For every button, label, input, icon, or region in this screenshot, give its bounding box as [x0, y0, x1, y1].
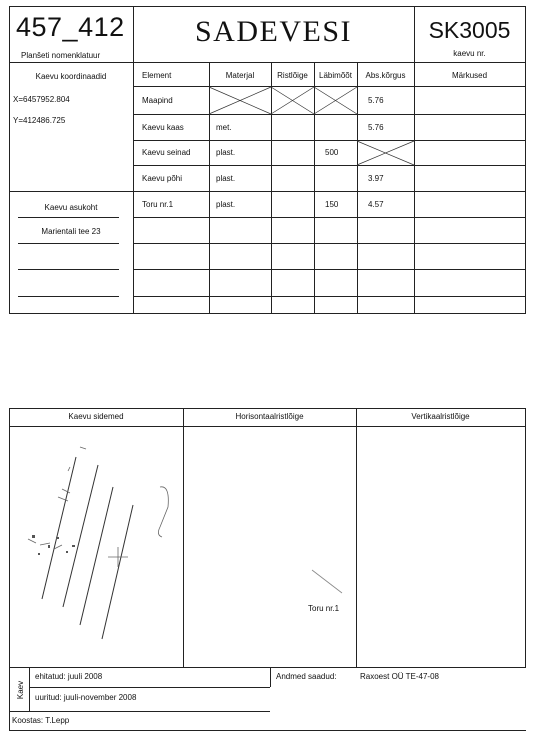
- row-element: Toru nr.1: [142, 200, 174, 209]
- coordinate-y: Y=412486.725: [13, 116, 66, 125]
- row-element: Maapind: [142, 96, 173, 105]
- row-material: plast.: [216, 148, 236, 157]
- built-date: ehitatud: juuli 2008: [35, 672, 103, 681]
- well-id: SK3005: [428, 17, 511, 43]
- pipe-label: Toru nr.1: [308, 604, 340, 613]
- data-source-value: Raxoest OÜ TE-47-08: [360, 672, 439, 681]
- compiler: Koostas: T.Lepp: [12, 716, 70, 725]
- vertical-section-header: Vertikaalristlõige: [411, 412, 470, 421]
- column-header: Materjal: [225, 71, 255, 80]
- row-material: met.: [216, 123, 232, 132]
- column-header: Ristlõige: [277, 71, 308, 80]
- column-header: Abs.kõrgus: [365, 71, 406, 80]
- coordinates-label: Kaevu koordinaadid: [35, 72, 107, 81]
- row-abs-height: 5.76: [368, 96, 384, 105]
- horizontal-section-header: Horisontaalristlõige: [235, 412, 304, 421]
- document-title: SADEVESI: [194, 15, 352, 48]
- crossed-cells: [0, 0, 535, 320]
- row-abs-height: 3.97: [368, 174, 384, 183]
- location-label: Kaevu asukoht: [44, 203, 98, 212]
- well-id-label: kaevu nr.: [453, 49, 486, 58]
- row-element: Kaevu seinad: [142, 148, 191, 157]
- row-diameter: 500: [325, 148, 339, 157]
- row-element: Kaevu põhi: [142, 174, 183, 183]
- location-address: Marientali tee 23: [41, 227, 101, 236]
- ties-sketch: [10, 427, 182, 665]
- data-source-label: Andmed saadud:: [276, 672, 337, 681]
- column-header: Märkused: [451, 71, 488, 80]
- row-abs-height: 4.57: [368, 200, 384, 209]
- ties-header: Kaevu sidemed: [68, 412, 124, 421]
- row-diameter: 150: [325, 200, 339, 209]
- column-header: Läbimõõt: [319, 71, 352, 80]
- row-material: plast.: [216, 200, 236, 209]
- coordinate-x: X=6457952.804: [13, 95, 70, 104]
- surveyed-date: uuritud: juuli-november 2008: [35, 693, 137, 702]
- sheet-number: 457_412: [16, 12, 125, 42]
- row-material: plast.: [216, 174, 236, 183]
- side-label: Kaev: [16, 680, 25, 700]
- column-header: Element: [142, 71, 172, 80]
- row-element: Kaevu kaas: [142, 123, 184, 132]
- sheet-number-label: Planšeti nomenklatuur: [21, 51, 101, 60]
- horizontal-section-sketch: [184, 427, 355, 665]
- row-abs-height: 5.76: [368, 123, 384, 132]
